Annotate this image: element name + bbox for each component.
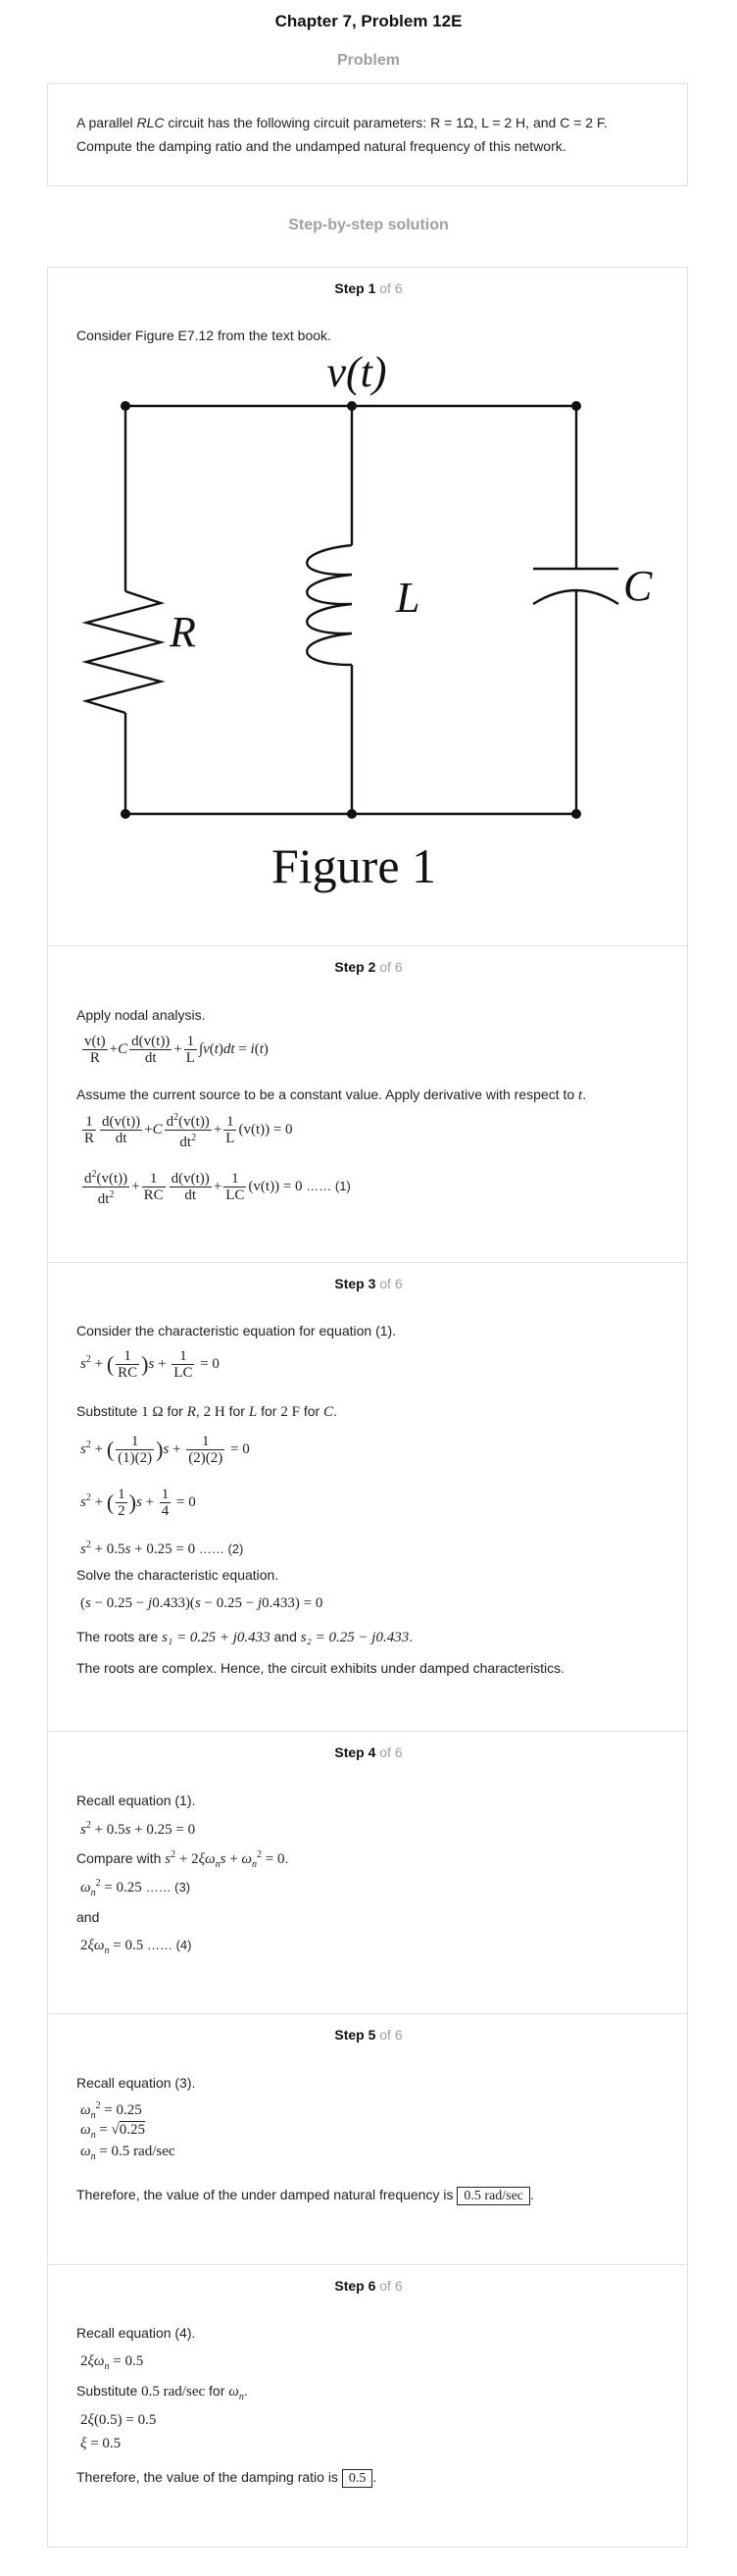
omega-value: $\omega_n = 0.5$ rad/sec: [80, 2144, 175, 2162]
divider: [48, 2013, 687, 2014]
omega-sqrt: $\omega_n = √0.25$: [80, 2122, 146, 2141]
step-6-therefore: Therefore, the value of the damping ratio is 0.5 .: [76, 2469, 377, 2486]
capacitor-label: C: [623, 562, 653, 610]
damping-ratio-answer: 0.5: [342, 2469, 373, 2488]
step-2-assume: Assume the current source to be a constant value. Apply derivative with respect to t.: [76, 1086, 587, 1103]
divider: [48, 945, 687, 946]
step-5-therefore: Therefore, the value of the under damped natural frequency is 0.5 rad/sec .: [76, 2187, 534, 2203]
natural-frequency-answer: 0.5 rad/sec: [457, 2187, 530, 2205]
divider: [48, 2264, 687, 2265]
step-6-header: Step 6 of 6: [334, 2278, 403, 2294]
circuit-params: R = 1Ω, L = 2 H, and C = 2 F.: [430, 115, 608, 130]
step-3-substitute: Substitute 1 Ω for R, 2 H for L for 2 F for C.: [76, 1403, 337, 1420]
divider: [48, 1731, 687, 1732]
problem-label: Problem: [336, 52, 400, 69]
step-4-compare: Compare with $s^2 + 2\xi\omega_ns + \omega_n^2 = 0$.: [76, 1849, 289, 1870]
inductor-label: L: [396, 574, 420, 622]
omega-squared: $\omega_n^2 = 0.25$: [80, 2100, 142, 2121]
step-4-recall: Recall equation (1).: [76, 1793, 196, 1808]
page-title: Chapter 7, Problem 12E: [274, 12, 463, 30]
step-5-header: Step 5 of 6: [334, 2027, 403, 2043]
step-6-recall: Recall equation (4).: [76, 2325, 196, 2341]
damping-substituted: 2ξ(0.5) = 0.5: [80, 2412, 157, 2428]
step-3-roots: The roots are s₁ = 0.25 + j0.433 and s₂ = 0.25 − j0.433.: [76, 1629, 414, 1645]
recalled-equation: $s^2 + 0.5s + 0.25 = 0$: [80, 1820, 196, 1838]
characteristic-equation: $s^2$ + ( $\frac{1}{RC}$ )s + $\frac{1}{LC}$ = 0: [80, 1348, 220, 1381]
derivative-equation: $\frac{1}{R}$ $\frac{d(v(t))}{dt}$ +C $\frac{d^2(v(t))}{dt^2}$ + $\frac{1}{L}$ (v(t)) = 0: [84, 1112, 293, 1150]
voltage-label: v(t): [326, 348, 387, 396]
factored-equation: (s − 0.25 − j0.433)(s − 0.25 − j0.433) = 0: [80, 1595, 323, 1611]
step-3-intro: Consider the characteristic equation for equation (1).: [76, 1323, 397, 1339]
simplified-equation: $s^2$ + ( $\frac{1}{2}$ )s + $\frac{1}{4}$ = 0: [80, 1487, 196, 1519]
substituted-equation: $s^2$ + ( $\frac{1}{(1)(2)}$ )s + $\frac{1}{(2)(2)}$ = 0: [80, 1434, 250, 1466]
step-3-solve: Solve the characteristic equation.: [76, 1567, 279, 1583]
damping-equation: $2\xi\omega_n = 0.5$: [80, 2353, 144, 2372]
equation-4: $2\xi\omega_n = 0.5$ …… (4): [80, 1938, 192, 1956]
step-2-intro: Apply nodal analysis.: [76, 1007, 206, 1023]
figure-caption: Figure 1: [270, 838, 437, 893]
step-3-header: Step 3 of 6: [334, 1276, 403, 1291]
circuit-figure: [76, 341, 684, 900]
step-4-header: Step 4 of 6: [334, 1744, 403, 1760]
problem-text: A parallel RLC circuit has the following circuit parameters: R = 1Ω, L = 2 H, and C = 2 F. Compute the damping ratio and the undamped natural frequency of this network.: [76, 115, 608, 154]
step-1-text: Consider Figure E7.12 from the text book.: [76, 328, 331, 343]
step-3-conclusion: The roots are complex. Hence, the circuit exhibits under damped characteristics.: [76, 1660, 565, 1676]
resistor-label: R: [170, 608, 196, 656]
nodal-equation: $\frac{v(t)}{R}$ +C $\frac{d(v(t))}{dt}$ + $\frac{1}{L}$ ∫v(t)dt = i(t): [84, 1034, 269, 1066]
damping-value: ξ = 0.5: [80, 2436, 122, 2451]
equation-1: $\frac{d^2(v(t))}{dt^2}$ + $\frac{1}{RC}$ $\frac{d(v(t))}{dt}$ + $\frac{1}{LC}$ (v(t)) = 0 …… (1): [84, 1169, 351, 1207]
step-1-header: Step 1 of 6: [334, 280, 403, 296]
equation-3: $\omega_n^2 = 0.25$ …… (3): [80, 1878, 191, 1898]
equation-2: $s^2 + 0.5s + 0.25 = 0$ …… (2): [80, 1540, 244, 1557]
divider: [48, 1262, 687, 1263]
solution-label: Step-by-step solution: [288, 217, 449, 233]
step-5-recall: Recall equation (3).: [76, 2075, 196, 2091]
step-4-and: and: [76, 1909, 100, 1925]
step-6-substitute: Substitute 0.5 rad/sec for $\omega_n$.: [76, 2383, 248, 2402]
step-2-header: Step 2 of 6: [334, 959, 403, 975]
